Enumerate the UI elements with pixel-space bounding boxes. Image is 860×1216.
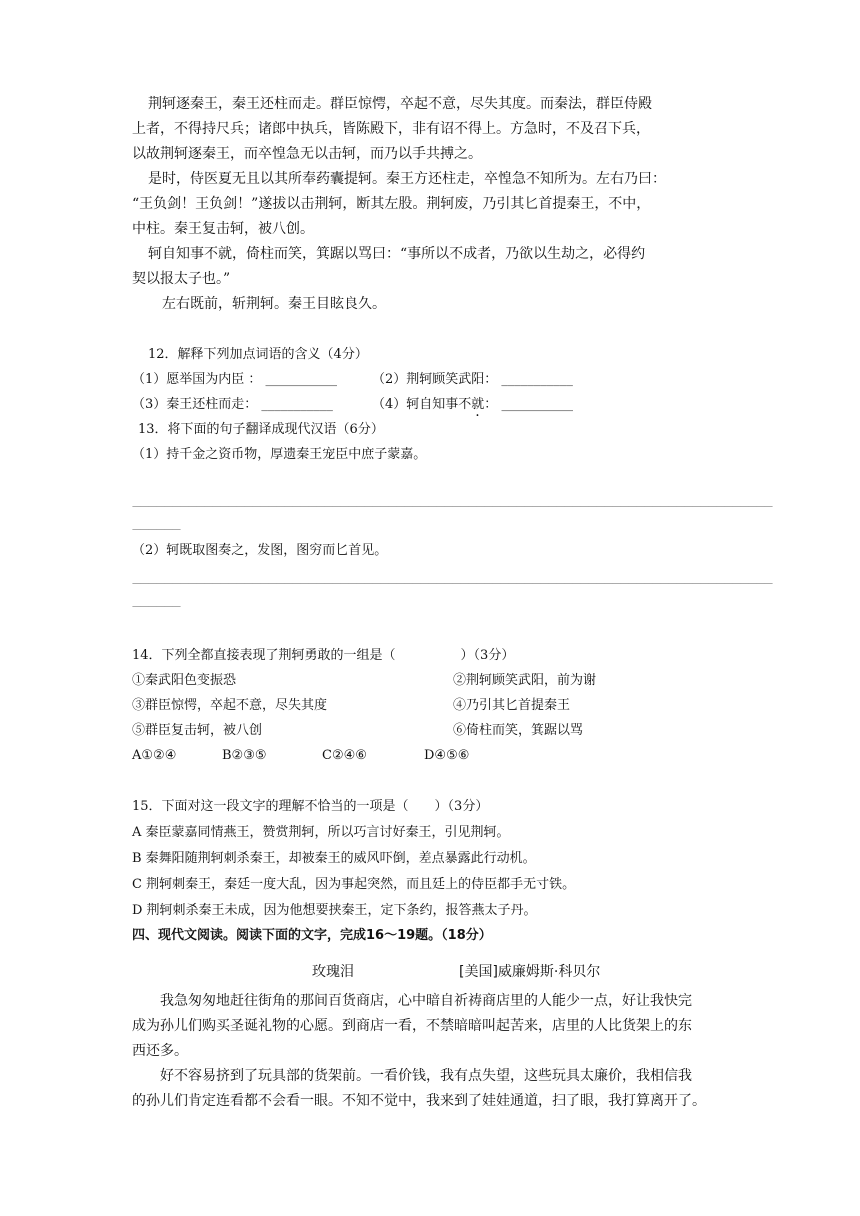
q12-item1-blank[interactable]: ___________ [265,372,338,387]
q15-choice-d[interactable]: D 荆轲刺杀秦王未成，因为他想要挟秦王，定下条约，报答燕太子丹。 [132,903,537,918]
q12-item4-label-c: ： [484,397,498,412]
article-title: 玫瑰泪 [312,964,354,980]
passage-p2-line2: “王负剑！王负剑！”遂拔以击荆轲，断其左股。荆轲废，乃引其匕首提秦王，不中， [132,196,651,212]
q14-option4: ④乃引其匕首提秦王 [453,698,571,713]
section4-heading: 四、现代文阅读。阅读下面的文字，完成16～19题。（18分） [132,928,492,943]
q12-item1 [132,370,337,390]
passage-p1-line3: 以故荆轲逐秦王，而卒惶急无以击轲，而乃以手共搏之。 [132,146,482,162]
q14-option1: ①秦武阳色变振恐 [132,673,237,688]
passage-p3-line2: 契以报太子也。” [132,271,231,287]
q15-choice-b[interactable]: B 秦舞阳随荆轲刺杀秦王，却被秦王的威风吓倒，差点暴露此行动机。 [132,851,536,866]
q15-stem: 15．下面对这一段文字的理解不恰当的一项是（ ）（3分） [132,799,489,814]
q12-item2-blank[interactable]: ___________ [501,372,573,387]
q12-stem: 12．解释下列加点词语的含义（4分） [148,347,368,362]
q13-answer-line2a[interactable]: ———————————————————————————————————————————————————————————————————————————————— [132,579,772,589]
q14-stem: 14．下列全都直接表现了荆轲勇敢的一组是（ ）（3分） [132,648,515,663]
article-p1-line3: 西还多。 [132,1043,188,1059]
passage-p1-line2: 上者，不得持尺兵；诸郎中执兵，皆陈殿下，非有诏不得上。方急时，不及召下兵， [132,121,650,137]
passage-p1-line1: 荆轲逐秦王，秦王还柱而走。群臣惊愕，卒起不意，尽失其度。而秦法，群臣侍殿 [148,96,652,112]
q12-item2 [372,370,573,390]
q13-sentence2: （2）轲既取图奏之，发图，图穷而匕首见。 [132,543,388,558]
passage-p2-line1: 是时，侍医夏无且以其所奉药囊提轲。秦王方还柱走，卒惶急不知所为。左右乃曰： [148,171,666,187]
q12-item4 [372,395,573,415]
q14-choice-a[interactable]: A①②④ [132,748,177,763]
passage-p3-line1: 轲自知事不就，倚柱而笑，箕踞以骂曰：“事所以不成者，乃欲以生劫之，必得约 [148,246,646,262]
q14-choice-c[interactable]: C②④⑥ [322,748,367,763]
q13-answer-line1b[interactable]: —————— [132,525,180,535]
q12-item4-label-a: （4）轲自知事不 [372,397,472,412]
q13-sentence1: （1）持千金之资币物，厚遗秦王宠臣中庶子蒙嘉。 [132,447,427,462]
q15-choice-c[interactable]: C 荆轲刺秦王，秦廷一度大乱，因为事起突然，而且廷上的侍臣都手无寸铁。 [132,877,576,892]
q12-item4-blank[interactable]: ___________ [501,397,573,412]
article-p1-line2: 成为孙儿们购买圣诞礼物的心愿。到商店一看，不禁暗暗叫起苦来，店里的人比货架上的东 [132,1018,692,1034]
q15-choice-a[interactable]: A 秦臣蒙嘉同情燕王，赞赏荆轲，所以巧言讨好秦王，引见荆轲。 [132,825,510,840]
q12-item1-label: （1）愿举国为内臣 ： [132,372,262,387]
article-p1-line1: 我急匆匆地赶往街角的那间百货商店，心中暗自祈祷商店里的人能少一点，好让我快完 [160,993,692,1009]
passage-p4: 左右既前，斩荆轲。秦王目眩良久。 [162,296,386,312]
q13-answer-line2b[interactable]: —————— [132,602,180,612]
article-p2-line2: 的孙儿们肯定连看都不会看一眼。不知不觉中，我来到了娃娃通道，扫了眼，我打算离开了。 [132,1093,706,1109]
q13-answer-line1a[interactable]: ———————————————————————————————————————————————————————————————————————————————— [132,502,772,512]
q14-option2: ②荆轲顾笑武阳，前为谢 [453,673,597,688]
q14-option3: ③群臣惊愕，卒起不意，尽失其度 [132,698,328,713]
q12-item3-blank[interactable]: ___________ [261,397,333,412]
q12-item4-dotted-word: 就 [471,397,485,412]
q14-option6: ⑥倚柱而笑，箕踞以骂 [453,723,584,738]
article-author: [美国]威廉姆斯·科贝尔 [459,964,601,980]
q14-choice-d[interactable]: D④⑤⑥ [424,748,470,763]
q14-choice-b[interactable]: B②③⑤ [222,748,267,763]
q13-stem: 13．将下面的句子翻译成现代汉语（6分） [138,422,384,437]
q12-item3-label: （3）秦王还柱而走： [132,397,258,412]
q14-option5: ⑤群臣复击轲，被八创 [132,723,263,738]
article-p2-line1: 好不容易挤到了玩具部的货架前。一看价钱，我有点失望，这些玩具太廉价，我相信我 [160,1068,692,1084]
q12-item3 [132,395,333,415]
q12-item2-label: （2）荆轲顾笑武阳： [372,372,498,387]
passage-p2-line3: 中柱。秦王复击轲，被八创。 [132,221,314,237]
